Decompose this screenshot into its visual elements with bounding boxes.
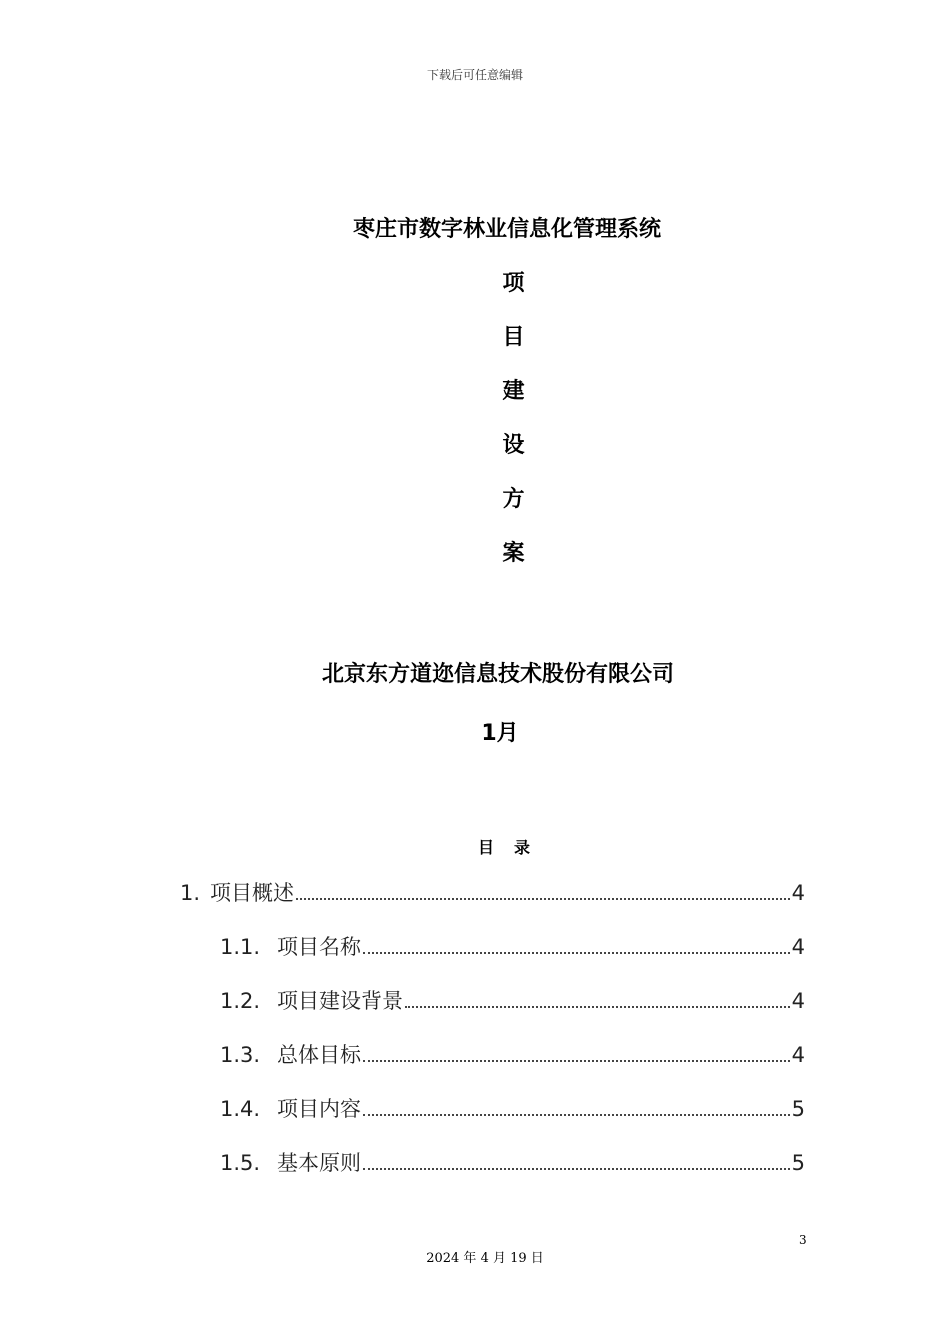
toc-entry-page: 5 <box>791 1151 805 1175</box>
toc-entry-page: 5 <box>791 1097 805 1121</box>
toc-entry[interactable] <box>220 1039 805 1069</box>
toc-leader-dots <box>363 1059 790 1062</box>
toc-entry-page: 4 <box>791 1043 805 1067</box>
toc-heading <box>478 835 530 858</box>
toc-leader-dots <box>296 897 790 900</box>
vertical-title-char: 案 <box>502 541 525 566</box>
toc-entry-page: 4 <box>791 881 805 905</box>
vertical-title-char: 目 <box>502 325 525 350</box>
toc-entry-title: 项目内容 <box>277 1097 361 1121</box>
toc-entry[interactable] <box>220 985 805 1015</box>
toc-entry-title: 项目名称 <box>277 935 361 959</box>
toc-entry[interactable] <box>220 1147 805 1177</box>
toc-entry-title: 总体目标 <box>277 1043 361 1067</box>
toc-entry[interactable] <box>220 931 805 961</box>
toc-heading-char: 录 <box>514 838 531 857</box>
toc-leader-dots <box>363 1113 790 1116</box>
toc-leader-dots <box>363 1167 790 1170</box>
toc-entry-number: 1.3. <box>220 1043 261 1067</box>
toc-heading-char: 目 <box>478 838 495 857</box>
vertical-title-char: 项 <box>502 271 525 296</box>
toc-entry-title: 项目建设背景 <box>277 989 403 1013</box>
document-month: 1月 <box>481 721 519 746</box>
vertical-title-char: 建 <box>502 379 525 404</box>
footer-date: 2024 年 4 月 19 日 <box>426 1251 544 1266</box>
toc-entry-page: 4 <box>791 935 805 959</box>
toc-entry[interactable] <box>220 1093 805 1123</box>
toc-entry-number: 1.2. <box>220 989 261 1013</box>
page-number: 3 <box>799 1233 807 1247</box>
toc-entry[interactable] <box>180 877 805 907</box>
document-title: 枣庄市数字林业信息化管理系统 <box>352 217 661 242</box>
toc-entry-number: 1.1. <box>220 935 261 959</box>
toc-entry-number: 1.5. <box>220 1151 261 1175</box>
company-name: 北京东方道迩信息技术股份有限公司 <box>321 662 674 687</box>
toc-entry-number: 1.4. <box>220 1097 261 1121</box>
toc-entry-title: 项目概述 <box>210 881 294 905</box>
toc-entry-page: 4 <box>791 989 805 1013</box>
page-header: 下载后可任意编辑 <box>426 68 523 82</box>
toc-leader-dots <box>405 1005 790 1008</box>
toc-leader-dots <box>363 951 790 954</box>
vertical-title-char: 设 <box>502 433 525 458</box>
toc-entry-title: 基本原则 <box>277 1151 361 1175</box>
vertical-title-char: 方 <box>502 487 525 512</box>
toc-entry-number: 1. <box>180 881 201 905</box>
